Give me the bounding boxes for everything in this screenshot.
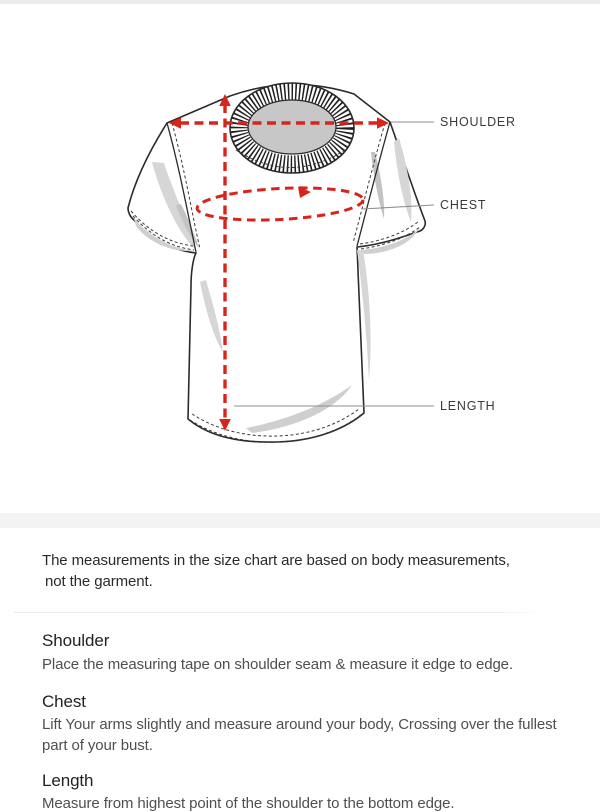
- shoulder-label: SHOULDER: [440, 115, 516, 129]
- collar-opening: [248, 100, 336, 154]
- size-chart-note: [42, 550, 510, 592]
- shoulder-section-heading: Shoulder: [42, 631, 110, 650]
- length-label: LENGTH: [440, 399, 496, 413]
- chest-label: CHEST: [440, 198, 487, 212]
- section-divider-band: [0, 513, 600, 528]
- length-section-heading: Length: [42, 771, 94, 790]
- shoulder-section-description: Place the measuring tape on shoulder seam & measure it edge to edge.: [42, 656, 513, 673]
- chest-section-heading: Chest: [42, 692, 86, 711]
- chest-section-description: [42, 715, 562, 756]
- note-divider-line: [14, 612, 545, 613]
- chest-description-line-2: part of your bust.: [42, 736, 153, 754]
- length-section-description: Measure from highest point of the shoulder to the bottom edge.: [42, 795, 455, 812]
- note-line-1: The measurements in the size chart are based on body measurements,: [42, 552, 510, 569]
- note-line-2: not the garment.: [45, 573, 153, 590]
- chest-description-line-1: Lift Your arms slightly and measure around your body, Crossing over the fullest: [42, 716, 557, 733]
- tshirt-illustration: [128, 83, 425, 442]
